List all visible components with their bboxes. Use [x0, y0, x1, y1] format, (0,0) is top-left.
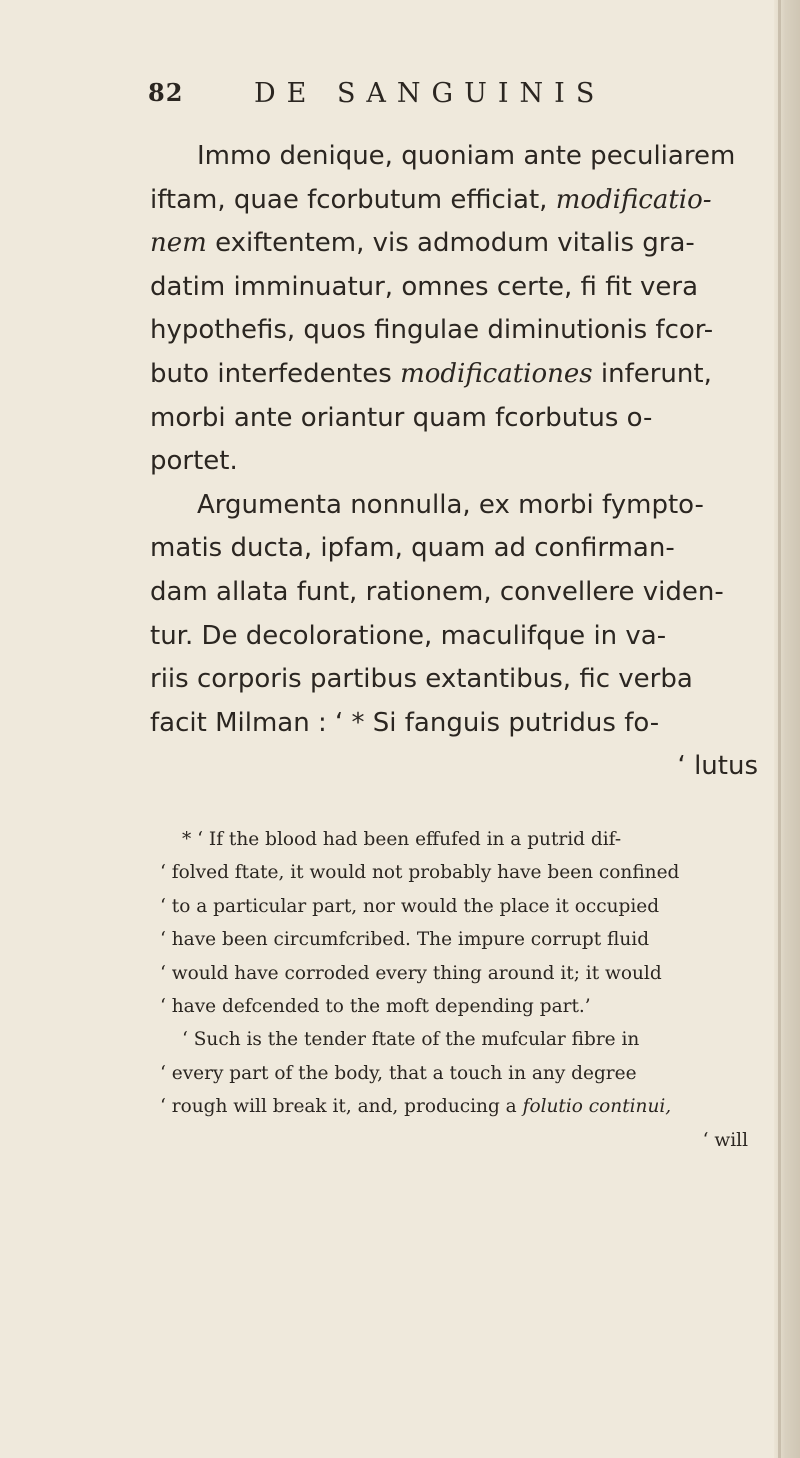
text-line: morbi ante oriantur quam fcorbutus o- — [150, 402, 653, 433]
footnote — [160, 823, 770, 1157]
italic-term: nem — [150, 228, 207, 259]
text-line: tur. De decoloratione, maculifque in va- — [150, 620, 667, 651]
footnote-line: ‘ rough will break it, and, producing a folutio continui, — [160, 1096, 672, 1118]
text-line: facit Milman : ‘ * Si fanguis putridus fo- — [150, 707, 660, 738]
text-line: portet. — [150, 446, 238, 477]
italic-term: modificationes — [400, 358, 593, 389]
running-header — [148, 78, 788, 118]
page-number: 82 — [148, 78, 184, 107]
footnote-line: ‘ every part of the body, that a touch in any degree — [160, 1062, 637, 1084]
footnote-line: * ‘ If the blood had been effufed in a putrid dif- — [182, 829, 622, 850]
footnote-line: ‘ would have corroded every thing around it; it would — [160, 962, 662, 984]
body-text — [150, 135, 770, 789]
text-line: datim imminuatur, omnes certe, fi fit vera — [150, 271, 699, 302]
footnote-catchword: ‘ will — [702, 1129, 748, 1151]
text-line: hypothefis, quos fingulae diminutionis fcor- — [150, 315, 714, 346]
footnote-line: ‘ have been circumfcribed. The impure corrupt fluid — [160, 929, 650, 951]
footnote-line: ‘ to a particular part, nor would the place it occupied — [160, 895, 660, 917]
text-line: matis ducta, ipfam, quam ad confirman- — [150, 533, 675, 564]
text-line: Argumenta nonnulla, ex morbi fympto- — [197, 489, 704, 520]
italic-term: folutio continui, — [522, 1096, 672, 1118]
page-edge-shadow — [774, 0, 800, 1458]
text-line: riis corporis partibus extantibus, fic verba — [150, 664, 693, 695]
page-edge-line — [778, 0, 781, 1458]
text-line: nem exiftentem, vis admodum vitalis gra- — [150, 228, 695, 259]
text-line: buto interfedentes modificationes inferunt, — [150, 358, 712, 389]
running-head-title: DE SANGUINIS — [254, 78, 606, 109]
text-line: Immo denique, quoniam ante peculiarem — [197, 141, 736, 171]
footnote-line: ‘ Such is the tender ftate of the mufcular fibre in — [182, 1029, 640, 1051]
italic-term: modificatio- — [555, 184, 712, 215]
text-line: dam allata funt, rationem, convellere viden- — [150, 576, 724, 607]
text-line: iftam, quae fcorbutum efficiat, modificatio- — [150, 184, 712, 215]
footnote-line: ‘ folved ftate, it would not probably have been confined — [160, 862, 680, 884]
catchword-line: ‘ lutus — [677, 751, 758, 782]
footnote-line: ‘ have defcended to the moft depending part.’ — [160, 995, 591, 1017]
